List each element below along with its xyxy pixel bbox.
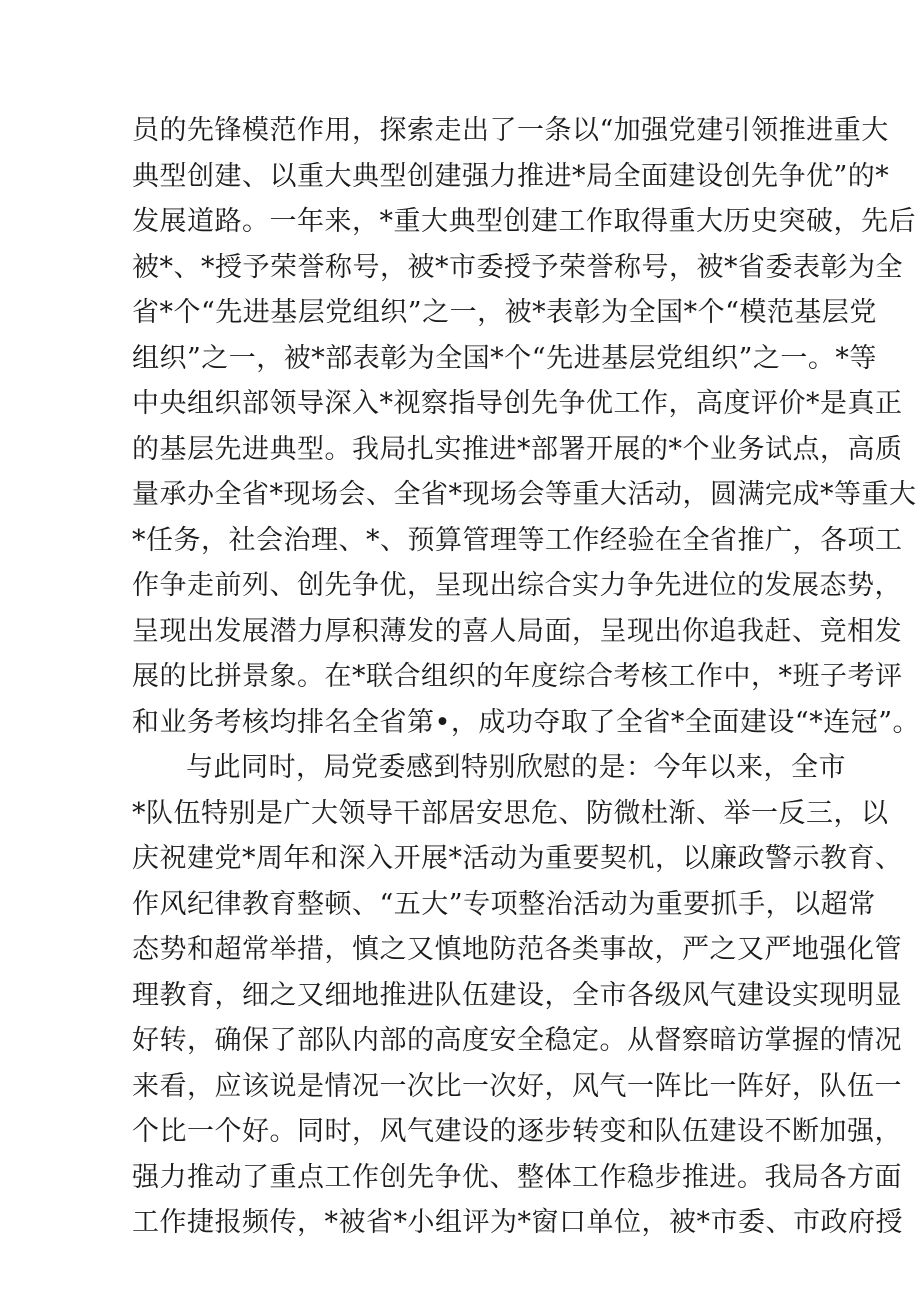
- text-line: 工作捷报频传，*被省*小组评为*窗口单位，被*市委、市政府授: [132, 1207, 903, 1238]
- text-line: *任务，社会治理、*、预算管理等工作经验在全省推广，各项工: [132, 524, 903, 556]
- text-line: 好转，确保了部队内部的高度安全稳定。从督察暗访掌握的情况: [132, 1025, 902, 1056]
- text-line: 庆祝建党*周年和深入开展*活动为重要契机，以廉政警示教育、: [132, 843, 903, 874]
- paragraph-first-line: 与此同时，局党委感到特别欣慰的是：今年以来，全市: [186, 752, 846, 783]
- text-line: 被*、*授予荣誉称号，被*市委授予荣誉称号，被*省委表彰为全: [132, 251, 903, 283]
- text-line: 态势和超常举措，慎之又慎地防范各类事故，严之又严地强化管: [132, 934, 902, 965]
- text-line: *队伍特别是广大领导干部居安思危、防微杜渐、举一反三，以: [132, 797, 889, 829]
- text-line: 中央组织部领导深入*视察指导创先争优工作，高度评价*是真正: [132, 388, 903, 419]
- text-line: 呈现出发展潜力厚积薄发的喜人局面，呈现出你追我赶、竞相发: [132, 615, 902, 647]
- text-line: 员的先锋模范作用，探索走出了一条以“加强党建引领推进重大: [132, 115, 889, 146]
- text-line: 的基层先进典型。我局扎实推进*部署开展的*个业务试点，高质: [132, 433, 903, 465]
- text-line: 个比一个好。同时，风气建设的逐步转变和队伍建设不断加强，: [132, 1116, 902, 1147]
- text-line: 量承办全省*现场会、全省*现场会等重大活动，圆满完成*等重大: [132, 479, 917, 510]
- text-line: 强力推动了重点工作创先争优、整体工作稳步推进。我局各方面: [132, 1161, 902, 1193]
- text-line: 典型创建、以重大典型创建强力推进*局全面建设创先争优”的*: [132, 160, 890, 192]
- text-line: 省*个“先进基层党组织”之一，被*表彰为全国*个“模范基层党: [132, 297, 877, 328]
- text-line: 组织”之一，被*部表彰为全国*个“先进基层党组织”之一。*等: [132, 342, 877, 374]
- text-line: 和业务考核均排名全省第•，成功夺取了全省*全面建设“*连冠”。: [132, 706, 920, 738]
- text-line: 作风纪律教育整顿、“五大”专项整治活动为重要抓手，以超常: [132, 888, 876, 920]
- text-line: 来看，应该说是情况一次比一次好，风气一阵比一阵好，队伍一: [132, 1070, 902, 1102]
- text-line: 发展道路。一年来，*重大典型创建工作取得重大历史突破，先后: [132, 206, 916, 237]
- text-line: 理教育，细之又细地推进队伍建设，全市各级风气建设实现明显: [132, 979, 902, 1011]
- text-line: 作争走前列、创先争优，呈现出综合实力争先进位的发展态势，: [132, 570, 902, 601]
- text-line: 展的比拼景象。在*联合组织的年度综合考核工作中，*班子考评: [132, 661, 903, 692]
- body-text: [132, 108, 920, 1246]
